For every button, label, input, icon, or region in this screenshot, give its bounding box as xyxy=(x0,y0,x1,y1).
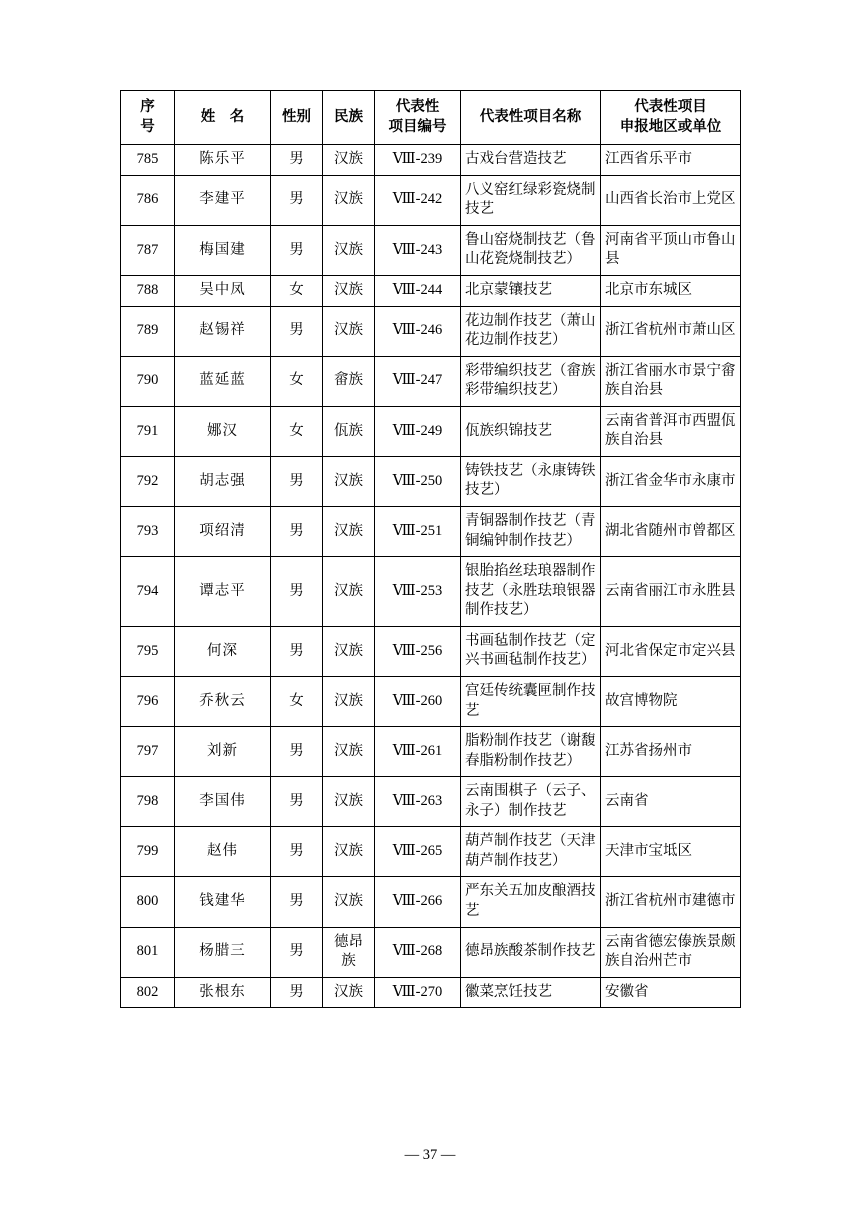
column-header-sequence xyxy=(121,91,175,145)
table-header xyxy=(121,91,741,145)
cell-ethnicity: 汉族 xyxy=(323,676,375,726)
cell-ethnicity: 汉族 xyxy=(323,877,375,927)
cell-region: 江西省乐平市 xyxy=(601,145,741,176)
cell-name: 蓝延蓝 xyxy=(175,356,271,406)
cell-name: 李国伟 xyxy=(175,777,271,827)
cell-sequence: 798 xyxy=(121,777,175,827)
table-row xyxy=(121,406,741,456)
cell-region: 浙江省金华市永康市 xyxy=(601,456,741,506)
cell-name: 胡志强 xyxy=(175,456,271,506)
cell-region: 河北省保定市定兴县 xyxy=(601,626,741,676)
cell-project-code: Ⅷ-260 xyxy=(375,676,461,726)
cell-region: 云南省 xyxy=(601,777,741,827)
cell-name: 赵伟 xyxy=(175,827,271,877)
cell-region: 浙江省丽水市景宁畲族自治县 xyxy=(601,356,741,406)
cell-region: 故宫博物院 xyxy=(601,676,741,726)
cell-project-code: Ⅷ-268 xyxy=(375,927,461,977)
cell-project-code: Ⅷ-261 xyxy=(375,727,461,777)
cell-ethnicity: 汉族 xyxy=(323,777,375,827)
cell-sex: 男 xyxy=(271,175,323,225)
cell-project-code: Ⅷ-265 xyxy=(375,827,461,877)
column-header-region-line2: 申报地区或单位 xyxy=(619,118,722,135)
cell-ethnicity: 汉族 xyxy=(323,306,375,356)
cell-name: 梅国建 xyxy=(175,225,271,275)
cell-sex: 女 xyxy=(271,356,323,406)
cell-sequence: 793 xyxy=(121,507,175,557)
table-row xyxy=(121,676,741,726)
cell-ethnicity: 汉族 xyxy=(323,275,375,306)
cell-project-code: Ⅷ-239 xyxy=(375,145,461,176)
cell-sex: 女 xyxy=(271,275,323,306)
cell-ethnicity: 汉族 xyxy=(323,145,375,176)
cell-name: 娜汉 xyxy=(175,406,271,456)
cell-sex: 女 xyxy=(271,676,323,726)
cell-project-code: Ⅷ-242 xyxy=(375,175,461,225)
column-header-project-code-line2: 项目编号 xyxy=(388,118,447,135)
cell-ethnicity: 德昂族 xyxy=(323,927,375,977)
cell-name: 杨腊三 xyxy=(175,927,271,977)
cell-region: 天津市宝坻区 xyxy=(601,827,741,877)
cell-project-code: Ⅷ-243 xyxy=(375,225,461,275)
cell-project-name: 脂粉制作技艺（谢馥春脂粉制作技艺） xyxy=(461,727,601,777)
page-number: — 37 — xyxy=(404,1147,456,1163)
cell-sequence: 797 xyxy=(121,727,175,777)
table-row xyxy=(121,626,741,676)
cell-ethnicity: 汉族 xyxy=(323,827,375,877)
cell-project-name: 八义窑红绿彩瓷烧制技艺 xyxy=(461,175,601,225)
cell-sex: 男 xyxy=(271,626,323,676)
cell-ethnicity: 畲族 xyxy=(323,356,375,406)
cell-name: 李建平 xyxy=(175,175,271,225)
table-row xyxy=(121,777,741,827)
representative-inheritors-table xyxy=(120,90,741,1008)
table-row xyxy=(121,977,741,1008)
cell-sex: 男 xyxy=(271,507,323,557)
cell-sex: 男 xyxy=(271,456,323,506)
cell-region: 山西省长治市上党区 xyxy=(601,175,741,225)
cell-sequence: 800 xyxy=(121,877,175,927)
cell-name: 陈乐平 xyxy=(175,145,271,176)
cell-sex: 男 xyxy=(271,827,323,877)
cell-region: 河南省平顶山市鲁山县 xyxy=(601,225,741,275)
table-row xyxy=(121,356,741,406)
cell-sex: 男 xyxy=(271,977,323,1008)
column-header-sex: 性别 xyxy=(271,91,323,145)
cell-sex: 男 xyxy=(271,877,323,927)
column-header-project-code xyxy=(375,91,461,145)
cell-sequence: 787 xyxy=(121,225,175,275)
cell-ethnicity: 佤族 xyxy=(323,406,375,456)
cell-region: 浙江省杭州市萧山区 xyxy=(601,306,741,356)
cell-project-code: Ⅷ-266 xyxy=(375,877,461,927)
cell-project-code: Ⅷ-247 xyxy=(375,356,461,406)
cell-project-code: Ⅷ-244 xyxy=(375,275,461,306)
cell-project-name: 鲁山窑烧制技艺（鲁山花瓷烧制技艺） xyxy=(461,225,601,275)
cell-sequence: 799 xyxy=(121,827,175,877)
cell-project-name: 云南围棋子（云子、永子）制作技艺 xyxy=(461,777,601,827)
table-row xyxy=(121,927,741,977)
cell-project-name: 严东关五加皮酿酒技艺 xyxy=(461,877,601,927)
cell-project-name: 葫芦制作技艺（天津葫芦制作技艺） xyxy=(461,827,601,877)
cell-region: 江苏省扬州市 xyxy=(601,727,741,777)
cell-sequence: 790 xyxy=(121,356,175,406)
column-header-region xyxy=(601,91,741,145)
cell-name: 何深 xyxy=(175,626,271,676)
cell-sequence: 785 xyxy=(121,145,175,176)
cell-region: 湖北省随州市曾都区 xyxy=(601,507,741,557)
table-header-row xyxy=(121,91,741,145)
cell-sequence: 801 xyxy=(121,927,175,977)
table-row xyxy=(121,557,741,627)
cell-project-name: 古戏台营造技艺 xyxy=(461,145,601,176)
cell-project-name: 佤族织锦技艺 xyxy=(461,406,601,456)
table-row xyxy=(121,727,741,777)
column-header-ethnicity: 民族 xyxy=(323,91,375,145)
cell-project-code: Ⅷ-250 xyxy=(375,456,461,506)
table-row xyxy=(121,507,741,557)
cell-ethnicity: 汉族 xyxy=(323,507,375,557)
cell-name: 乔秋云 xyxy=(175,676,271,726)
cell-project-name: 彩带编织技艺（畲族彩带编织技艺） xyxy=(461,356,601,406)
cell-project-name: 花边制作技艺（萧山花边制作技艺） xyxy=(461,306,601,356)
cell-ethnicity: 汉族 xyxy=(323,225,375,275)
cell-project-code: Ⅷ-270 xyxy=(375,977,461,1008)
column-header-name: 姓 名 xyxy=(175,91,271,145)
cell-project-code: Ⅷ-263 xyxy=(375,777,461,827)
cell-sequence: 792 xyxy=(121,456,175,506)
cell-sequence: 802 xyxy=(121,977,175,1008)
cell-project-code: Ⅷ-256 xyxy=(375,626,461,676)
cell-ethnicity: 汉族 xyxy=(323,977,375,1008)
cell-name: 钱建华 xyxy=(175,877,271,927)
cell-region: 安徽省 xyxy=(601,977,741,1008)
table-row xyxy=(121,877,741,927)
table-row xyxy=(121,275,741,306)
cell-sex: 女 xyxy=(271,406,323,456)
cell-ethnicity: 汉族 xyxy=(323,456,375,506)
column-header-sequence-line2: 号 xyxy=(140,118,155,135)
cell-project-name: 青铜器制作技艺（青铜编钟制作技艺） xyxy=(461,507,601,557)
cell-project-code: Ⅷ-249 xyxy=(375,406,461,456)
table-row xyxy=(121,827,741,877)
cell-region: 浙江省杭州市建德市 xyxy=(601,877,741,927)
cell-sequence: 786 xyxy=(121,175,175,225)
column-header-region-line1: 代表性项目 xyxy=(634,99,707,115)
cell-project-name: 徽菜烹饪技艺 xyxy=(461,977,601,1008)
cell-ethnicity: 汉族 xyxy=(323,175,375,225)
table-body xyxy=(121,145,741,1008)
cell-sequence: 789 xyxy=(121,306,175,356)
table-row xyxy=(121,145,741,176)
column-header-project-name: 代表性项目名称 xyxy=(461,91,601,145)
cell-sequence: 795 xyxy=(121,626,175,676)
cell-sequence: 794 xyxy=(121,557,175,627)
cell-sex: 男 xyxy=(271,306,323,356)
cell-sex: 男 xyxy=(271,557,323,627)
cell-sex: 男 xyxy=(271,145,323,176)
cell-project-name: 德昂族酸茶制作技艺 xyxy=(461,927,601,977)
cell-sex: 男 xyxy=(271,777,323,827)
cell-name: 张根东 xyxy=(175,977,271,1008)
cell-sequence: 791 xyxy=(121,406,175,456)
cell-sex: 男 xyxy=(271,927,323,977)
column-header-project-code-line1: 代表性 xyxy=(395,99,440,115)
cell-project-code: Ⅷ-251 xyxy=(375,507,461,557)
cell-sequence: 788 xyxy=(121,275,175,306)
cell-sex: 男 xyxy=(271,727,323,777)
cell-ethnicity: 汉族 xyxy=(323,727,375,777)
cell-name: 赵锡祥 xyxy=(175,306,271,356)
cell-name: 项绍清 xyxy=(175,507,271,557)
cell-region: 云南省丽江市永胜县 xyxy=(601,557,741,627)
table-row xyxy=(121,456,741,506)
cell-name: 吴中凤 xyxy=(175,275,271,306)
table-row xyxy=(121,175,741,225)
cell-project-name: 银胎掐丝珐琅器制作技艺（永胜珐琅银器制作技艺） xyxy=(461,557,601,627)
cell-project-code: Ⅷ-253 xyxy=(375,557,461,627)
cell-region: 云南省德宏傣族景颇族自治州芒市 xyxy=(601,927,741,977)
column-header-sequence-line1: 序 xyxy=(140,99,155,115)
cell-ethnicity: 汉族 xyxy=(323,557,375,627)
cell-name: 刘新 xyxy=(175,727,271,777)
cell-project-name: 书画毡制作技艺（定兴书画毡制作技艺） xyxy=(461,626,601,676)
cell-name: 谭志平 xyxy=(175,557,271,627)
cell-ethnicity: 汉族 xyxy=(323,626,375,676)
cell-region: 北京市东城区 xyxy=(601,275,741,306)
cell-region: 云南省普洱市西盟佤族自治县 xyxy=(601,406,741,456)
table-row xyxy=(121,225,741,275)
cell-project-name: 铸铁技艺（永康铸铁技艺） xyxy=(461,456,601,506)
cell-project-name: 北京蒙镶技艺 xyxy=(461,275,601,306)
cell-project-name: 宫廷传统囊匣制作技艺 xyxy=(461,676,601,726)
table-row xyxy=(121,306,741,356)
cell-sequence: 796 xyxy=(121,676,175,726)
cell-sex: 男 xyxy=(271,225,323,275)
cell-project-code: Ⅷ-246 xyxy=(375,306,461,356)
